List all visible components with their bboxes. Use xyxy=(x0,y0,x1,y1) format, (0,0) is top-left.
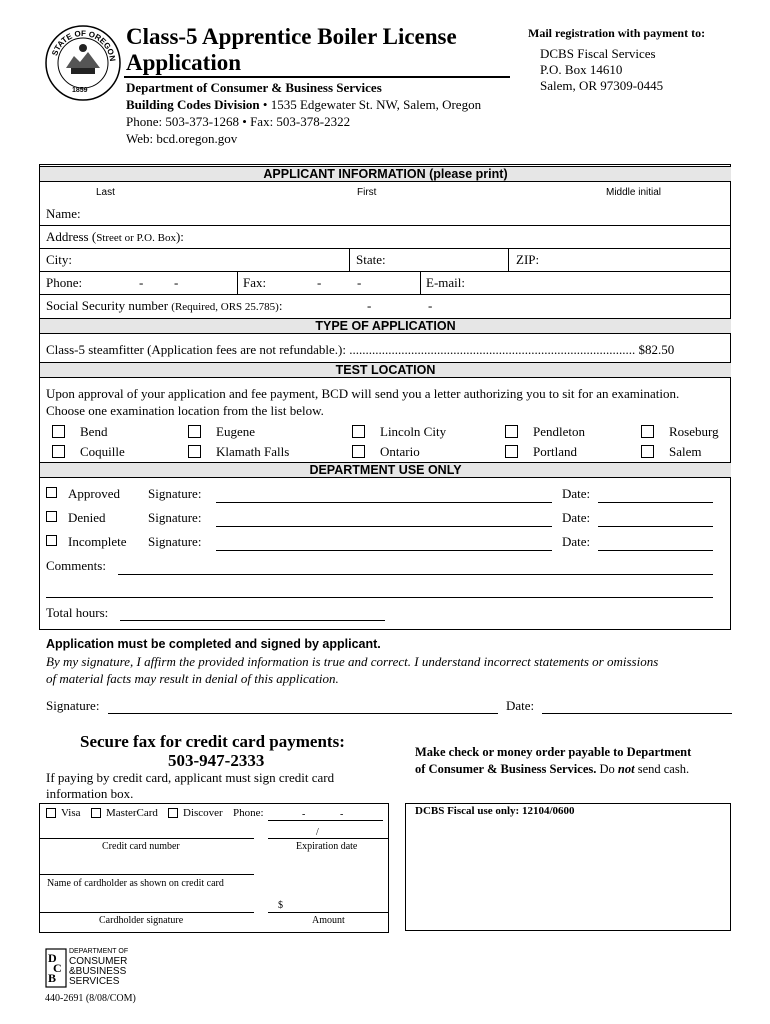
date-label: Date: xyxy=(562,534,591,549)
cardholder-name-label: Name of cardholder as shown on credit card xyxy=(47,878,224,889)
location-label: Klamath Falls xyxy=(216,444,290,459)
dcbs-logo xyxy=(45,948,145,990)
title-rule xyxy=(124,76,510,78)
location-checkbox-eugene[interactable] xyxy=(188,425,201,438)
svg-text:STATE OF OREGON: STATE OF OREGON xyxy=(50,28,118,62)
location-label: Eugene xyxy=(216,424,255,439)
ssn-dash: - xyxy=(428,298,433,313)
denied-label: Denied xyxy=(68,510,106,525)
mail-line3: Salem, OR 97309-0445 xyxy=(540,78,664,93)
divider xyxy=(40,248,731,249)
test-instructions-2: Choose one examination location from the list below. xyxy=(46,403,324,418)
comments-label: Comments: xyxy=(46,558,106,573)
expiration-line[interactable] xyxy=(268,838,388,839)
ssn-hint: (Required, ORS 25.785) xyxy=(171,301,279,313)
discover-label: Discover xyxy=(183,807,223,819)
total-hours-label: Total hours: xyxy=(46,605,109,620)
divider xyxy=(40,294,731,295)
denied-signature-line[interactable] xyxy=(216,526,552,527)
check-payee: of Consumer & Business Services. xyxy=(415,762,597,776)
fax-dash: - xyxy=(317,275,322,290)
logo-text-1: DEPARTMENT OF xyxy=(69,948,129,955)
cc-phone-line[interactable] xyxy=(268,820,383,821)
discover-checkbox[interactable] xyxy=(168,808,178,818)
cc-note-1: If paying by credit card, applicant must sign credit card xyxy=(46,770,335,785)
svg-text:D: D xyxy=(48,951,57,965)
header-web: Web: bcd.oregon.gov xyxy=(126,131,238,146)
first-label: First xyxy=(357,187,377,198)
denied-checkbox[interactable] xyxy=(46,511,57,522)
signature-label: Signature: xyxy=(148,534,202,549)
email-field[interactable]: E-mail: xyxy=(426,275,465,290)
fiscal-use-box xyxy=(405,803,731,931)
type-section-heading: TYPE OF APPLICATION xyxy=(40,318,731,334)
location-label: Portland xyxy=(533,444,578,459)
date-label: Date: xyxy=(562,486,591,501)
form-number: 440-2691 (8/08/COM) xyxy=(45,993,136,1004)
location-checkbox-pendleton[interactable] xyxy=(505,425,518,438)
expiration-slash: / xyxy=(316,827,319,838)
total-hours-line[interactable] xyxy=(120,620,385,621)
amount-line[interactable] xyxy=(268,912,388,913)
comments-line[interactable] xyxy=(118,574,713,575)
address-end: ): xyxy=(175,229,184,244)
dept-name: Department of Consumer & Business Services xyxy=(126,80,382,95)
mail-heading: Mail registration with payment to: xyxy=(528,26,706,40)
denied-date-line[interactable] xyxy=(598,526,713,527)
affirm-text-1: By my signature, I affirm the provided information is true and correct. I understand incorrect statements or omissions xyxy=(46,654,659,669)
incomplete-checkbox[interactable] xyxy=(46,535,57,546)
cardholder-signature-label: Cardholder signature xyxy=(99,915,184,926)
form-title-line1: Class-5 Apprentice Boiler License xyxy=(126,24,457,49)
fiscal-use-label: DCBS Fiscal use only: 12104/0600 xyxy=(415,805,575,817)
location-checkbox-lincoln-city[interactable] xyxy=(352,425,365,438)
svg-text:C: C xyxy=(53,961,62,975)
svg-text:B: B xyxy=(48,971,57,985)
incomplete-label: Incomplete xyxy=(68,534,127,549)
class5-fee-line: Class-5 steamfitter (Application fees are not refundable.): ........................................................................................ $82.50 xyxy=(46,342,675,357)
mail-line1: DCBS Fiscal Services xyxy=(540,46,656,61)
check-send-cash: send cash. xyxy=(634,762,690,776)
phone-field[interactable]: Phone: xyxy=(46,275,83,290)
cc-phone-label: Phone: xyxy=(233,807,264,819)
affirm-text-2: of material facts may result in denial of this application. xyxy=(46,671,339,686)
zip-field[interactable]: ZIP: xyxy=(516,252,540,267)
cc-note-2: information box. xyxy=(46,786,134,801)
location-checkbox-klamath-falls[interactable] xyxy=(188,445,201,458)
location-checkbox-salem[interactable] xyxy=(641,445,654,458)
secure-fax-heading: Secure fax for credit card payments: xyxy=(80,732,345,751)
divider xyxy=(237,271,238,294)
ssn-dash: - xyxy=(367,298,372,313)
test-instructions-1: Upon approval of your application and fee payment, BCD will send you a letter authorizing you to sit for an examination. xyxy=(46,386,680,401)
divider xyxy=(40,225,731,226)
check-not: not xyxy=(617,762,635,776)
address-label: Address ( xyxy=(46,229,97,244)
credit-card-box xyxy=(39,803,389,933)
ssn-end: : xyxy=(278,298,283,313)
amount-dollar: $ xyxy=(278,900,283,911)
ssn-label: Social Security number xyxy=(46,298,172,313)
divider xyxy=(40,271,731,272)
ssn-field[interactable] xyxy=(46,298,282,314)
signature-label: Signature: xyxy=(148,510,202,525)
cardholder-signature-line[interactable] xyxy=(40,912,254,913)
divider xyxy=(420,271,421,294)
location-label: Roseburg xyxy=(669,424,719,439)
card-number-line[interactable] xyxy=(40,838,254,839)
approved-checkbox[interactable] xyxy=(46,487,57,498)
card-number-label: Credit card number xyxy=(102,841,180,852)
division-address: • 1535 Edgewater St. NW, Salem, Oregon xyxy=(259,97,482,112)
date-label: Date: xyxy=(562,510,591,525)
header-phone: Phone: 503-373-1268 • Fax: 503-378-2322 xyxy=(126,114,351,129)
location-checkbox-roseburg[interactable] xyxy=(641,425,654,438)
location-label: Bend xyxy=(80,424,108,439)
address-hint: Street or P.O. Box xyxy=(96,232,176,244)
mail-line2: P.O. Box 14610 xyxy=(540,62,623,77)
signature-label: Signature: xyxy=(148,486,202,501)
logo-text-2: CONSUMER xyxy=(69,956,128,967)
applicant-signature-line[interactable] xyxy=(108,713,498,714)
comments-line[interactable] xyxy=(46,597,713,598)
location-label: Lincoln City xyxy=(380,424,447,439)
incomplete-date-line[interactable] xyxy=(598,550,713,551)
visa-checkbox[interactable] xyxy=(46,808,56,818)
amount-label: Amount xyxy=(312,915,345,926)
must-sign-note: Application must be completed and signed by applicant. xyxy=(46,637,381,651)
check-note-2 xyxy=(415,762,689,777)
approved-signature-line[interactable] xyxy=(216,502,552,503)
divider xyxy=(349,248,350,271)
logo-text-3: &BUSINESS xyxy=(69,966,127,977)
mastercard-label: MasterCard xyxy=(106,807,158,819)
location-checkbox-coquille[interactable] xyxy=(52,445,65,458)
cc-phone-dash: - xyxy=(302,809,306,820)
middle-initial-label: Middle initial xyxy=(606,187,662,198)
name-field[interactable]: Name: xyxy=(46,206,81,221)
mastercard-checkbox[interactable] xyxy=(91,808,101,818)
approved-label: Approved xyxy=(68,486,120,501)
phone-dash: - xyxy=(174,275,179,290)
dept-use-heading: DEPARTMENT USE ONLY xyxy=(40,462,731,478)
applicant-signature-label: Signature: xyxy=(46,698,100,713)
city-field[interactable]: City: xyxy=(46,252,73,267)
visa-label: Visa xyxy=(61,807,81,819)
state-field[interactable]: State: xyxy=(356,252,386,267)
oregon-seal xyxy=(44,24,122,102)
location-label: Salem xyxy=(669,444,702,459)
secure-fax-number: 503-947-2333 xyxy=(168,751,265,770)
applicant-date-line[interactable] xyxy=(542,713,732,714)
divider xyxy=(508,248,509,271)
fax-dash: - xyxy=(357,275,362,290)
expiration-label: Expiration date xyxy=(296,841,358,852)
location-label: Coquille xyxy=(80,444,125,459)
check-note-1: Make check or money order payable to Department xyxy=(415,745,692,759)
form-title-line2: Application xyxy=(126,50,242,75)
test-location-heading: TEST LOCATION xyxy=(40,362,731,378)
incomplete-signature-line[interactable] xyxy=(216,550,552,551)
check-do: Do xyxy=(596,762,618,776)
seal-year: 1859 xyxy=(72,87,88,94)
location-checkbox-portland[interactable] xyxy=(505,445,518,458)
cardholder-name-line[interactable] xyxy=(40,874,254,875)
division-line xyxy=(126,97,481,113)
last-label: Last xyxy=(96,187,115,198)
location-label: Pendleton xyxy=(533,424,585,439)
division-name: Building Codes Division xyxy=(126,97,260,112)
address-field[interactable] xyxy=(46,229,184,245)
location-checkbox-bend[interactable] xyxy=(52,425,65,438)
location-checkbox-ontario[interactable] xyxy=(352,445,365,458)
dcbs-logo-icon xyxy=(45,948,67,988)
cc-phone-dash: - xyxy=(340,809,344,820)
logo-text-4: SERVICES xyxy=(69,976,120,987)
phone-dash: - xyxy=(139,275,144,290)
applicant-date-label: Date: xyxy=(506,698,535,713)
approved-date-line[interactable] xyxy=(598,502,713,503)
location-label: Ontario xyxy=(380,444,420,459)
fax-field[interactable]: Fax: xyxy=(243,275,267,290)
applicant-section-heading: APPLICANT INFORMATION (please print) xyxy=(40,166,731,182)
